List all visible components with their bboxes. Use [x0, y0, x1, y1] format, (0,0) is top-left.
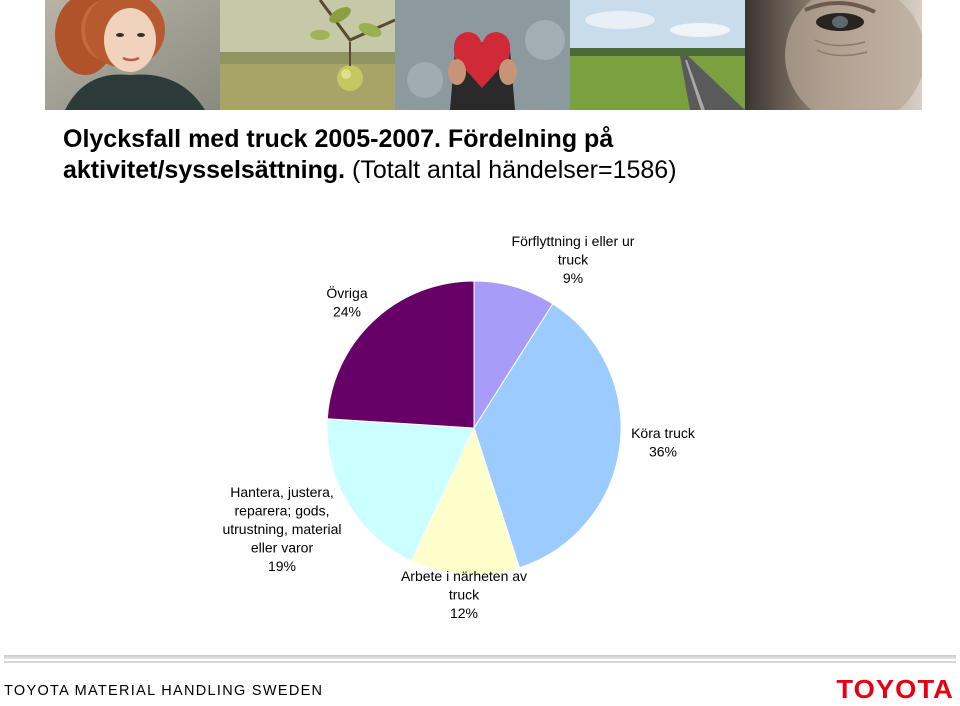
slice-category-label: Övriga — [326, 285, 368, 301]
slice-percent-label: 24% — [332, 303, 362, 320]
slice-category-label: utrustning, material — [222, 521, 342, 537]
footer-company-name: TOYOTA MATERIAL HANDLING SWEDEN — [4, 683, 324, 699]
slice-category-label: Köra truck — [631, 425, 695, 441]
slice-category-label: Hantera, justera, — [230, 484, 334, 500]
footer-divider — [4, 655, 956, 659]
slice-percent-label: 12% — [449, 605, 479, 621]
title-line-2-normal: (Totalt antal händelser=1586) — [345, 156, 677, 184]
slice-category-label: Förflyttning i eller ur — [511, 233, 635, 249]
title-line-1: Olycksfall med truck 2005-2007. Fördelning på — [63, 125, 614, 153]
slice-category-label: Arbete i närheten av — [400, 568, 528, 584]
slice-percent-label: 19% — [267, 558, 297, 574]
slice-category-label: truck — [557, 251, 589, 268]
slice-category-label: reparera; gods, — [234, 502, 330, 519]
slice-category-label: eller varor — [250, 539, 314, 556]
slice-category-label: truck — [448, 586, 480, 603]
title-line-2-bold: aktivitet/sysselsättning. — [63, 156, 346, 184]
toyota-logo: TOYOTA — [836, 674, 954, 704]
footer-divider-thin — [4, 661, 956, 663]
slice-percent-label: 9% — [562, 270, 584, 286]
slice-percent-label: 36% — [648, 443, 678, 460]
